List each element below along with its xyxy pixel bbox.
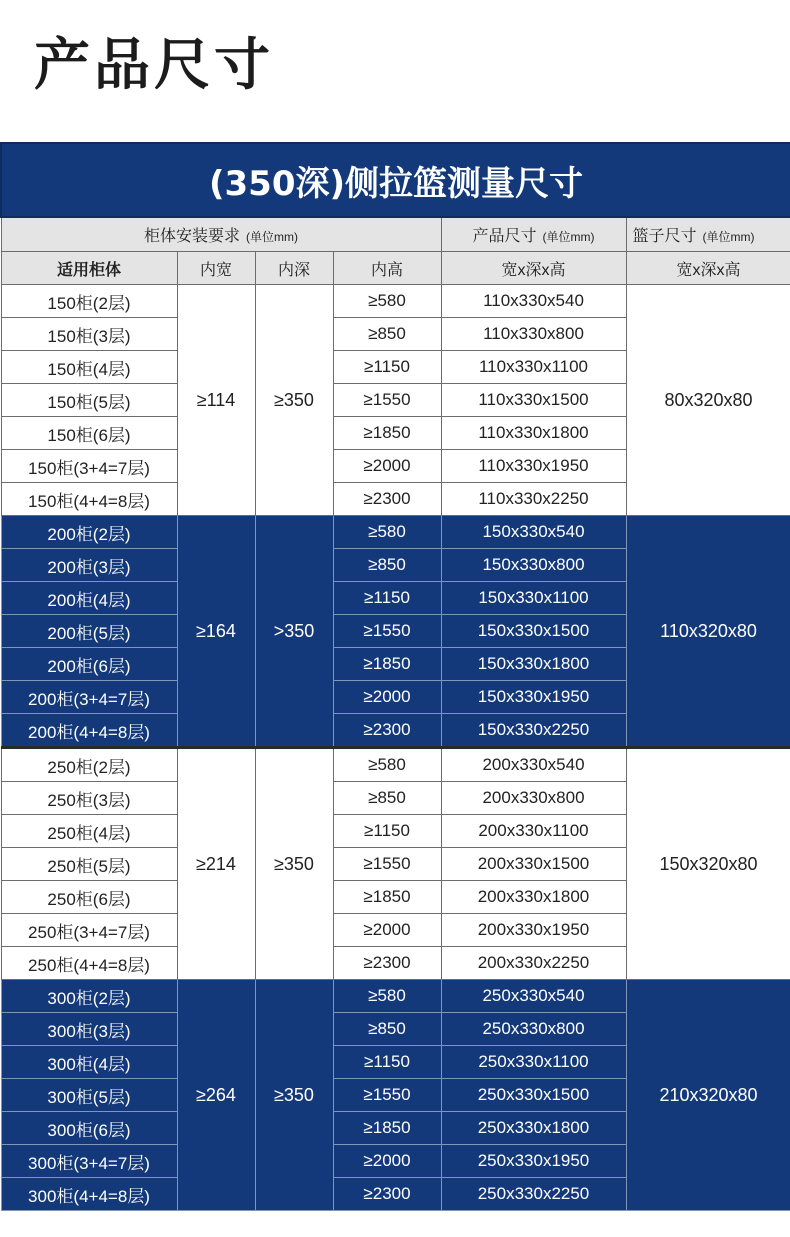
cabinet-cell: 200柜(3+4=7层) xyxy=(1,681,177,714)
inner-width-cell: ≥114 xyxy=(177,285,255,516)
cabinet-cell: 200柜(4层) xyxy=(1,582,177,615)
table-row xyxy=(1,285,790,318)
install-requirements-label: 柜体安装要求 xyxy=(143,228,240,245)
product-size-cell: 150x330x1800 xyxy=(441,648,626,681)
product-size-cell: 250x330x540 xyxy=(441,980,626,1013)
cabinet-cell: 250柜(2层) xyxy=(1,748,177,782)
cabinet-cell: 250柜(3层) xyxy=(1,782,177,815)
product-size-cell: 200x330x1500 xyxy=(441,848,626,881)
cabinet-cell: 250柜(5层) xyxy=(1,848,177,881)
product-size-header xyxy=(441,217,626,252)
inner-height-cell: ≥850 xyxy=(333,318,441,351)
measurement-table xyxy=(0,142,790,1211)
cabinet-cell: 250柜(4层) xyxy=(1,815,177,848)
inner-height-cell: ≥2300 xyxy=(333,483,441,516)
inner-depth-cell: ≥350 xyxy=(255,285,333,516)
product-size-cell: 250x330x1500 xyxy=(441,1079,626,1112)
product-size-cell: 250x330x2250 xyxy=(441,1178,626,1211)
inner-height-cell: ≥2000 xyxy=(333,1145,441,1178)
product-size-cell: 110x330x800 xyxy=(441,318,626,351)
group-150 xyxy=(1,285,790,516)
col-header-inner-height: 内高 xyxy=(333,252,441,285)
table-row xyxy=(1,980,790,1013)
inner-height-cell: ≥1150 xyxy=(333,815,441,848)
product-size-cell: 200x330x1800 xyxy=(441,881,626,914)
inner-height-cell: ≥1150 xyxy=(333,1046,441,1079)
cabinet-cell: 150柜(6层) xyxy=(1,417,177,450)
inner-height-cell: ≥2300 xyxy=(333,1178,441,1211)
inner-height-cell: ≥1150 xyxy=(333,582,441,615)
product-size-cell: 110x330x1800 xyxy=(441,417,626,450)
product-size-cell: 110x330x1100 xyxy=(441,351,626,384)
cabinet-cell: 150柜(3层) xyxy=(1,318,177,351)
cabinet-cell: 200柜(6层) xyxy=(1,648,177,681)
inner-height-cell: ≥850 xyxy=(333,549,441,582)
cabinet-cell: 150柜(2层) xyxy=(1,285,177,318)
product-size-cell: 200x330x800 xyxy=(441,782,626,815)
inner-height-cell: ≥850 xyxy=(333,782,441,815)
product-size-cell: 150x330x1100 xyxy=(441,582,626,615)
group-300 xyxy=(1,980,790,1211)
cabinet-cell: 300柜(6层) xyxy=(1,1112,177,1145)
cabinet-cell: 300柜(4+4=8层) xyxy=(1,1178,177,1211)
cabinet-cell: 250柜(6层) xyxy=(1,881,177,914)
basket-size-cell: 80x320x80 xyxy=(626,285,790,516)
inner-height-cell: ≥1550 xyxy=(333,1079,441,1112)
inner-width-cell: ≥214 xyxy=(177,748,255,980)
table-banner: (350深)侧拉篮测量尺寸 xyxy=(1,143,790,217)
inner-height-cell: ≥580 xyxy=(333,980,441,1013)
inner-height-cell: ≥2300 xyxy=(333,947,441,980)
page-title: 产品尺寸 xyxy=(34,33,274,98)
basket-size-header xyxy=(626,217,790,252)
product-size-cell: 150x330x540 xyxy=(441,516,626,549)
col-header-inner-width: 内宽 xyxy=(177,252,255,285)
product-size-label: 产品尺寸 xyxy=(472,228,537,245)
unit-label: (单位mm) xyxy=(246,230,298,244)
cabinet-cell: 300柜(3层) xyxy=(1,1013,177,1046)
inner-height-cell: ≥1850 xyxy=(333,1112,441,1145)
inner-height-cell: ≥580 xyxy=(333,516,441,549)
product-size-cell: 150x330x1500 xyxy=(441,615,626,648)
col-header-product-dims: 宽x深x高 xyxy=(441,252,626,285)
cabinet-cell: 150柜(5层) xyxy=(1,384,177,417)
inner-height-cell: ≥2000 xyxy=(333,450,441,483)
col-header-cabinet: 适用柜体 xyxy=(1,252,177,285)
inner-depth-cell: ≥350 xyxy=(255,980,333,1211)
cabinet-cell: 150柜(3+4=7层) xyxy=(1,450,177,483)
table-row xyxy=(1,516,790,549)
col-header-inner-depth: 内深 xyxy=(255,252,333,285)
product-size-cell: 150x330x800 xyxy=(441,549,626,582)
product-size-cell: 150x330x1950 xyxy=(441,681,626,714)
cabinet-cell: 150柜(4+4=8层) xyxy=(1,483,177,516)
cabinet-cell: 200柜(4+4=8层) xyxy=(1,714,177,748)
basket-size-cell: 110x320x80 xyxy=(626,516,790,748)
cabinet-cell: 200柜(2层) xyxy=(1,516,177,549)
inner-height-cell: ≥1550 xyxy=(333,848,441,881)
product-size-cell: 110x330x1500 xyxy=(441,384,626,417)
basket-size-label: 篮子尺寸 xyxy=(632,228,697,245)
cabinet-cell: 200柜(3层) xyxy=(1,549,177,582)
inner-height-cell: ≥580 xyxy=(333,748,441,782)
inner-width-cell: ≥264 xyxy=(177,980,255,1211)
inner-height-cell: ≥1150 xyxy=(333,351,441,384)
install-requirements-header xyxy=(1,217,441,252)
inner-height-cell: ≥1850 xyxy=(333,417,441,450)
product-size-cell: 200x330x2250 xyxy=(441,947,626,980)
cabinet-cell: 300柜(3+4=7层) xyxy=(1,1145,177,1178)
table-row xyxy=(1,748,790,782)
product-size-cell: 150x330x2250 xyxy=(441,714,626,748)
unit-label: (单位mm) xyxy=(542,230,595,244)
product-size-cell: 200x330x540 xyxy=(441,748,626,782)
product-size-cell: 200x330x1950 xyxy=(441,914,626,947)
inner-height-cell: ≥1550 xyxy=(333,615,441,648)
cabinet-cell: 200柜(5层) xyxy=(1,615,177,648)
product-size-cell: 250x330x1800 xyxy=(441,1112,626,1145)
product-size-cell: 250x330x1950 xyxy=(441,1145,626,1178)
inner-width-cell: ≥164 xyxy=(177,516,255,748)
cabinet-cell: 250柜(4+4=8层) xyxy=(1,947,177,980)
product-size-cell: 110x330x1950 xyxy=(441,450,626,483)
product-size-cell: 110x330x540 xyxy=(441,285,626,318)
cabinet-cell: 250柜(3+4=7层) xyxy=(1,914,177,947)
inner-height-cell: ≥2000 xyxy=(333,681,441,714)
inner-height-cell: ≥1850 xyxy=(333,648,441,681)
inner-depth-cell: >350 xyxy=(255,516,333,748)
inner-height-cell: ≥2000 xyxy=(333,914,441,947)
col-header-basket-dims: 宽x深x高 xyxy=(626,252,790,285)
inner-height-cell: ≥1550 xyxy=(333,384,441,417)
product-size-cell: 110x330x2250 xyxy=(441,483,626,516)
inner-height-cell: ≥580 xyxy=(333,285,441,318)
inner-depth-cell: ≥350 xyxy=(255,748,333,980)
cabinet-cell: 150柜(4层) xyxy=(1,351,177,384)
group-200 xyxy=(1,516,790,748)
basket-size-cell: 150x320x80 xyxy=(626,748,790,980)
inner-height-cell: ≥850 xyxy=(333,1013,441,1046)
unit-label: (单位mm) xyxy=(702,230,755,244)
inner-height-cell: ≥2300 xyxy=(333,714,441,748)
product-size-cell: 200x330x1100 xyxy=(441,815,626,848)
product-size-cell: 250x330x800 xyxy=(441,1013,626,1046)
cabinet-cell: 300柜(2层) xyxy=(1,980,177,1013)
product-size-cell: 250x330x1100 xyxy=(441,1046,626,1079)
cabinet-cell: 300柜(4层) xyxy=(1,1046,177,1079)
basket-size-cell: 210x320x80 xyxy=(626,980,790,1211)
inner-height-cell: ≥1850 xyxy=(333,881,441,914)
group-250 xyxy=(1,748,790,980)
cabinet-cell: 300柜(5层) xyxy=(1,1079,177,1112)
